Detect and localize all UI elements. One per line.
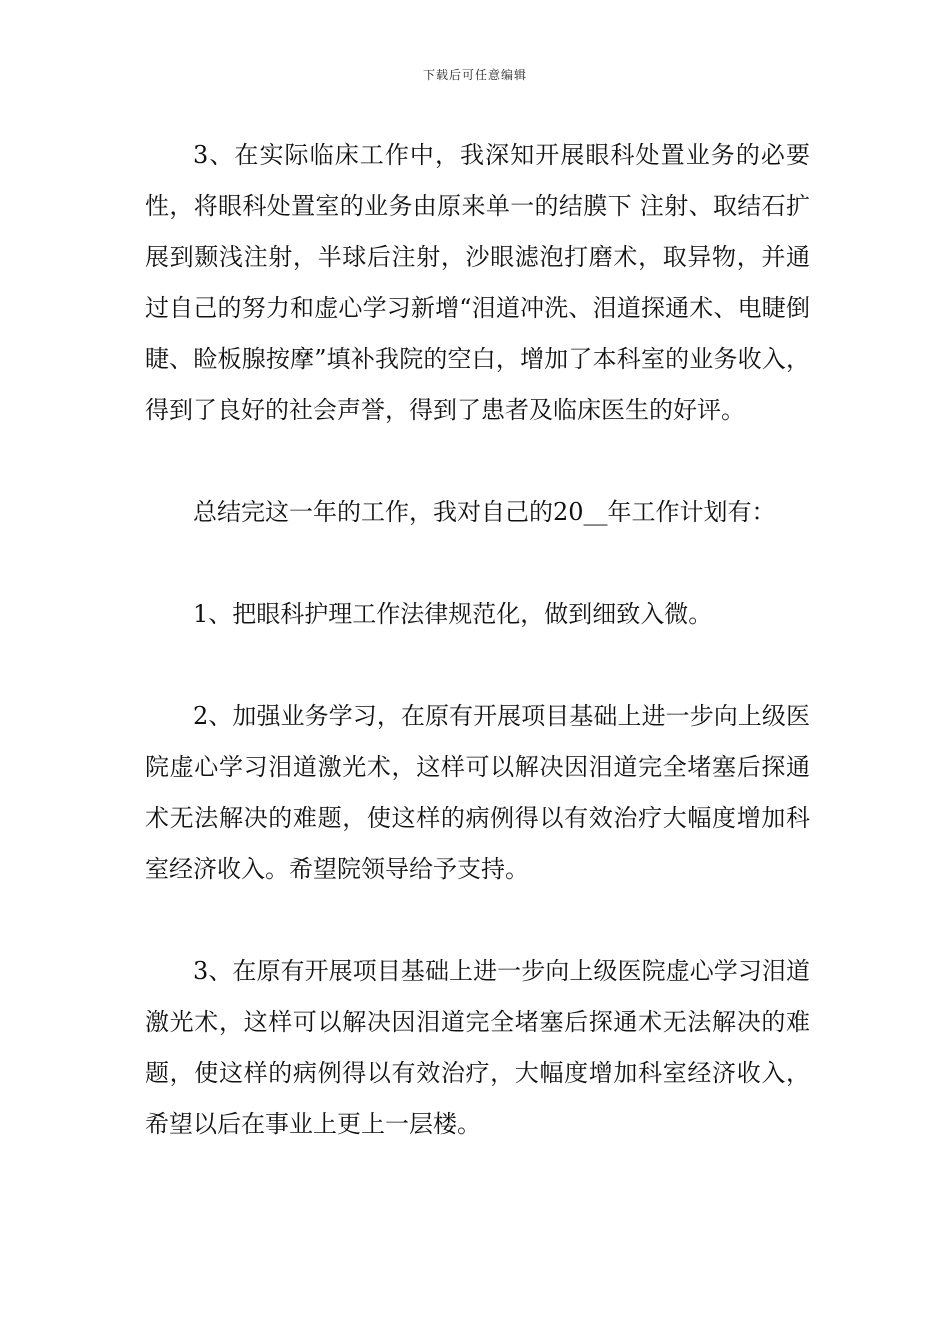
paragraph-plan-3: 3、在原有开展项目基础上进一步向上级医院虚心学习泪道激光术，这样可以解决因泪道完全堵塞后探通术无法解决的难题，使这样的病例得以有效治疗，大幅度增加科室经济收入，希望以后在事业上更上一层楼。 <box>145 957 810 1138</box>
paragraph-plan-intro: 总结完这一年的工作，我对自己的20__年工作计划有： <box>193 498 776 526</box>
document-body <box>145 130 810 1150</box>
paragraph-plan-1: 1、把眼科护理工作法律规范化，做到细致入微。 <box>193 600 713 628</box>
page-header-note: 下载后可任意编辑 <box>422 68 527 82</box>
paragraph-plan-2: 2、加强业务学习，在原有开展项目基础上进一步向上级医院虚心学习泪道激光术，这样可以解决因泪道完全堵塞后探通术无法解决的难题，使这样的病例得以有效治疗大幅度增加科室经济收入。希望院领导给予支持。 <box>145 702 810 883</box>
paragraph-item3-treatment: 3、在实际临床工作中，我深知开展眼科处置业务的必要性，将眼科处置室的业务由原来单一的结膜下 注射、取结石扩展到颞浅注射，半球后注射，沙眼滤泡打磨术，取异物，并通过自己的努力和虚心学习新增“泪道冲洗、泪道探通术、电睫倒睫、睑板腺按摩”填补我院的空白，增加了本科室的业务收入，得到了良好的社会声誉，得到了患者及临床医生的好评。 <box>145 141 810 424</box>
